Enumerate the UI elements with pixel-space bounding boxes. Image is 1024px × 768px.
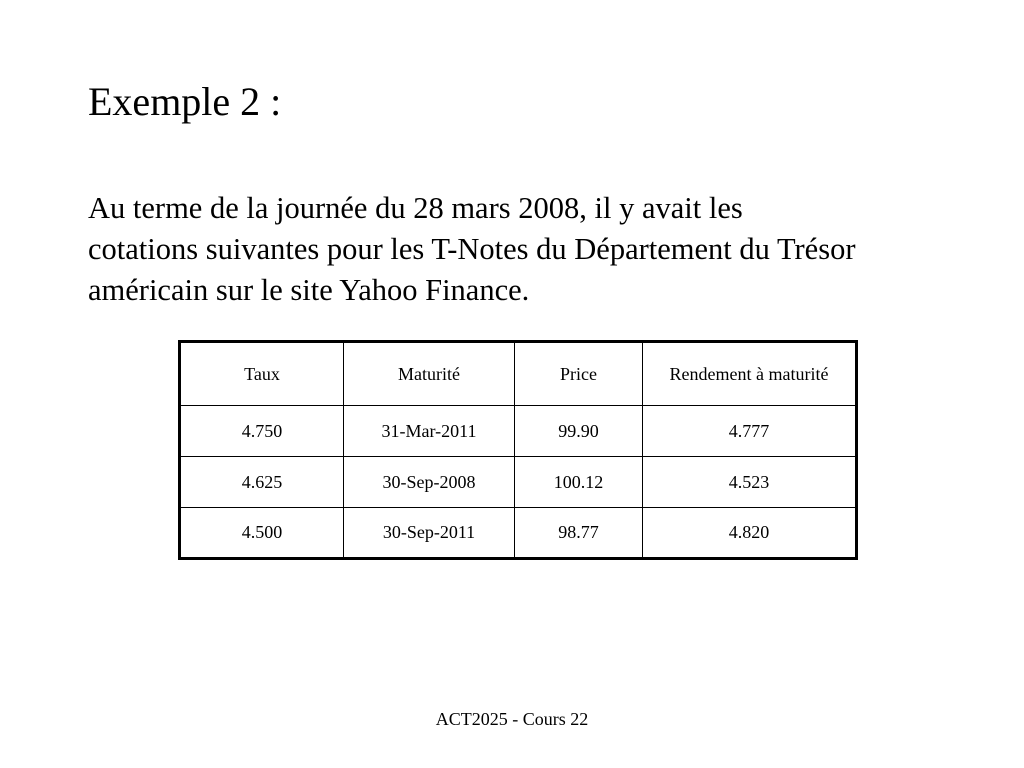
cell-rendement: 4.777 — [643, 406, 857, 457]
t-notes-quotes-table — [178, 340, 858, 560]
body-line: cotations suivantes pour les T-Notes du Département du Trésor — [88, 232, 856, 266]
header-price: Price — [515, 342, 643, 406]
cell-taux: 4.750 — [180, 406, 344, 457]
cell-maturite: 30-Sep-2011 — [344, 508, 515, 559]
header-maturite: Maturité — [344, 342, 515, 406]
table-row — [180, 508, 857, 559]
table-header-row — [180, 342, 857, 406]
slide-body-text — [88, 188, 968, 311]
cell-rendement: 4.820 — [643, 508, 857, 559]
cell-taux: 4.625 — [180, 457, 344, 508]
cell-rendement: 4.523 — [643, 457, 857, 508]
table-row — [180, 406, 857, 457]
body-line: Au terme de la journée du 28 mars 2008, il y avait les — [88, 191, 743, 225]
body-line: américain sur le site Yahoo Finance. — [88, 273, 530, 307]
cell-maturite: 30-Sep-2008 — [344, 457, 515, 508]
cell-maturite: 31-Mar-2011 — [344, 406, 515, 457]
cell-taux: 4.500 — [180, 508, 344, 559]
header-taux: Taux — [180, 342, 344, 406]
table-row — [180, 457, 857, 508]
slide-title: Exemple 2 : — [88, 79, 282, 124]
cell-price: 98.77 — [515, 508, 643, 559]
cell-price: 100.12 — [515, 457, 643, 508]
slide-footer: ACT2025 - Cours 22 — [435, 709, 589, 729]
cell-price: 99.90 — [515, 406, 643, 457]
header-rendement: Rendement à maturité — [643, 342, 857, 406]
